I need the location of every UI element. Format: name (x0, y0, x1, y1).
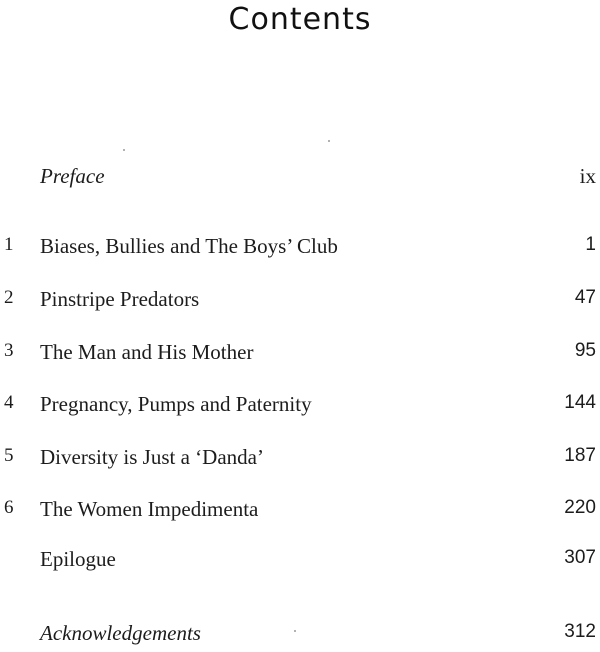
chapter-title: Preface (40, 164, 105, 188)
chapter-title: Epilogue (40, 547, 116, 571)
toc-entry-chapter-4[interactable] (0, 392, 600, 422)
toc-entry-chapter-5[interactable] (0, 445, 600, 475)
page-title: Contents (228, 2, 372, 37)
scan-speck (123, 149, 125, 151)
chapter-title: Diversity is Just a ‘Danda’ (40, 445, 264, 469)
toc-entry-epilogue[interactable] (0, 547, 600, 577)
chapter-title: Acknowledgements (40, 621, 201, 645)
chapter-number: 4 (4, 392, 14, 413)
page-number: 307 (564, 547, 596, 568)
chapter-number: 6 (4, 497, 14, 518)
page-number: 187 (564, 445, 596, 466)
chapter-number: 5 (4, 445, 14, 466)
toc-entry-chapter-1[interactable] (0, 234, 600, 264)
scan-speck (328, 140, 330, 142)
chapter-number: 3 (4, 340, 14, 361)
chapter-title: The Man and His Mother (40, 340, 254, 364)
toc-entry-acknowledgements[interactable] (0, 621, 600, 651)
scan-speck (294, 630, 296, 632)
page-number: ix (579, 164, 596, 188)
page-number: 95 (574, 340, 596, 361)
chapter-title: The Women Impedimenta (40, 497, 259, 521)
toc-entry-chapter-2[interactable] (0, 287, 600, 317)
toc-entry-preface[interactable] (0, 164, 600, 194)
chapter-title: Pregnancy, Pumps and Paternity (40, 392, 312, 416)
page-number: 312 (564, 621, 596, 642)
chapter-number: 1 (4, 234, 14, 255)
page-number: 1 (585, 234, 596, 255)
page-number: 144 (564, 392, 596, 413)
page-number: 220 (564, 497, 596, 518)
chapter-title: Pinstripe Predators (40, 287, 200, 311)
chapter-number: 2 (4, 287, 14, 308)
toc-entry-chapter-3[interactable] (0, 340, 600, 370)
page-number: 47 (574, 287, 596, 308)
chapter-title: Biases, Bullies and The Boys’ Club (40, 234, 338, 258)
toc-entry-chapter-6[interactable] (0, 497, 600, 527)
